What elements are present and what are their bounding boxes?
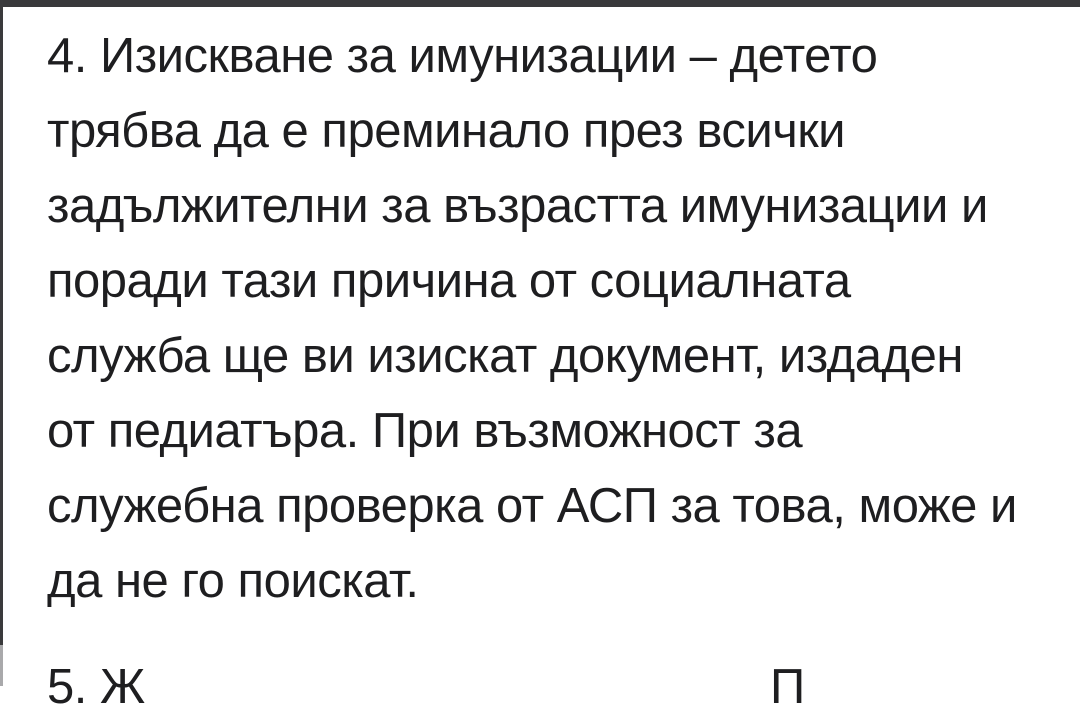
paragraph-line: служебна проверка от АСП за това, може и	[47, 479, 1017, 533]
next-item-number-fragment: 5. Ж	[47, 660, 145, 714]
paragraph-line: поради тази причина от социалната	[47, 254, 851, 308]
next-item-partial-line	[0, 659, 1080, 714]
paragraph-line: задължителни за възрастта имунизации и	[47, 179, 988, 233]
body-text-paragraph	[47, 19, 1017, 619]
top-edge-bar	[0, 0, 1080, 7]
left-edge-line	[0, 0, 3, 645]
next-item-word-fragment: П	[770, 660, 805, 714]
left-edge-line-bottom	[0, 645, 3, 686]
paragraph-line: от педиатъра. При възможност за	[47, 404, 803, 458]
paragraph-line: да не го поискат.	[47, 554, 419, 608]
paragraph-line: 4. Изискване за имунизации – детето	[47, 29, 878, 83]
paragraph-line: трябва да е преминало през всички	[47, 104, 846, 158]
paragraph-line: служба ще ви изискат документ, издаден	[47, 329, 963, 383]
